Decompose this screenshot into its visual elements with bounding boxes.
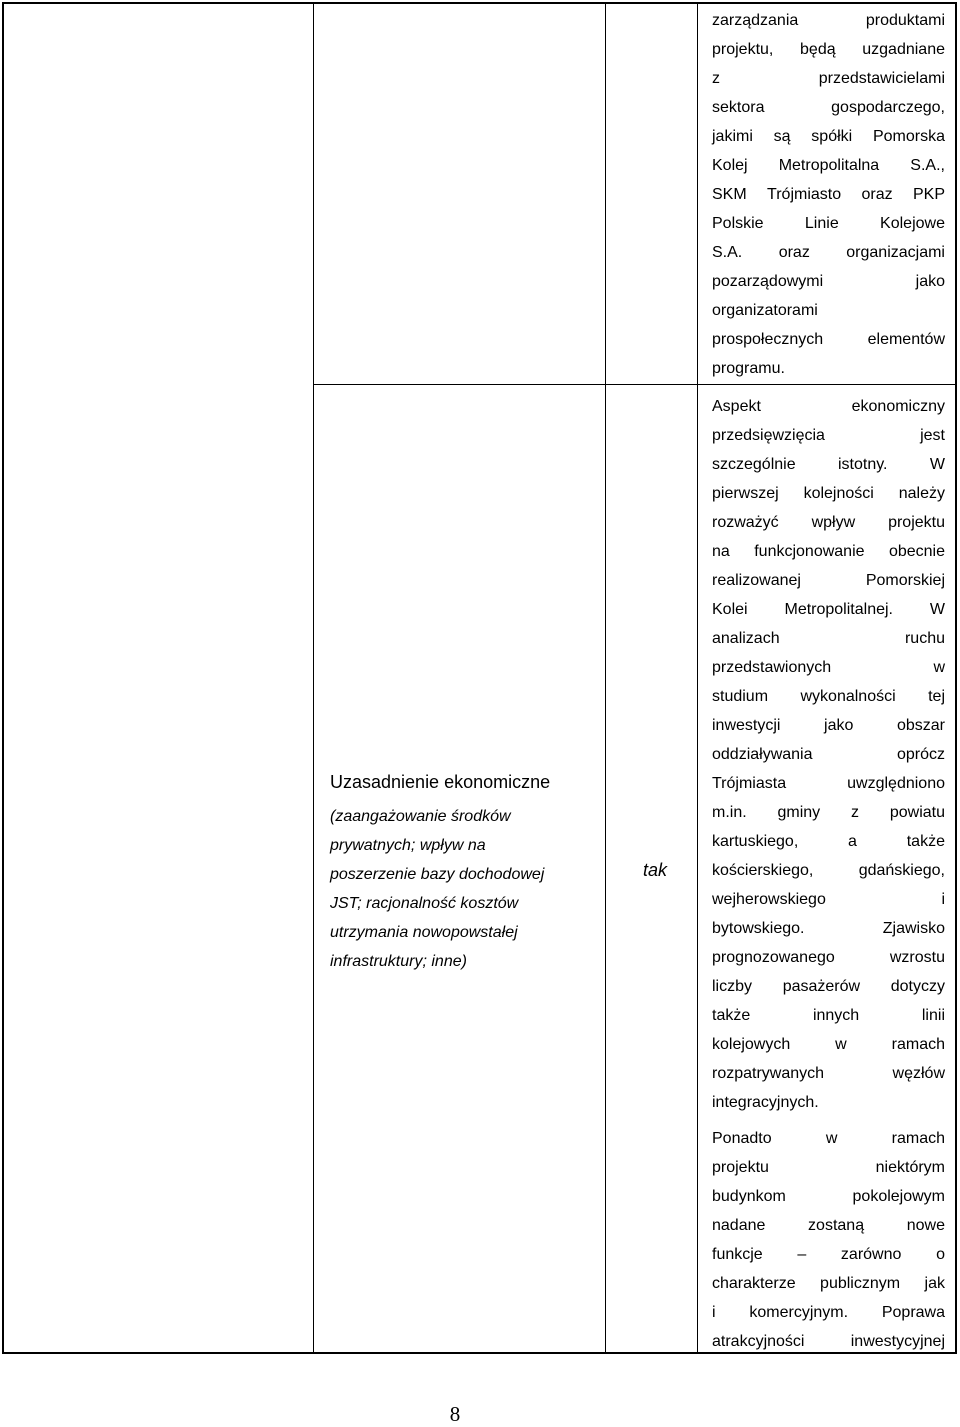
criterion-title: Uzasadnienie ekonomiczne xyxy=(330,772,551,792)
word: obecnie xyxy=(888,542,945,560)
word: linii xyxy=(921,1006,945,1024)
word: spółki xyxy=(811,127,853,145)
word: Zjawisko xyxy=(882,919,945,937)
word: uzgadniane xyxy=(862,40,945,58)
word: oraz xyxy=(861,185,893,203)
paragraph-line xyxy=(712,1059,945,1088)
word: pozarządowymi xyxy=(712,272,824,290)
criterion-description-line: JST; racjonalność kosztów xyxy=(330,895,519,912)
word: nowe xyxy=(906,1216,945,1234)
word: obszar xyxy=(896,716,945,734)
word: wzrostu xyxy=(889,948,945,966)
word: Pomorska xyxy=(872,127,945,145)
word: gospodarczego, xyxy=(831,98,945,116)
word: Linie xyxy=(804,214,839,232)
word: Metropolitalna xyxy=(778,156,880,174)
word: projektu xyxy=(888,513,945,531)
justification-paragraph-2 xyxy=(712,392,945,1117)
word: prospołecznych xyxy=(712,330,824,348)
word: pierwszej xyxy=(712,484,779,502)
paragraph-line xyxy=(712,1182,945,1211)
criterion-description-line: infrastruktury; inne) xyxy=(330,953,467,970)
word: ramach xyxy=(891,1035,945,1053)
paragraph-line xyxy=(712,856,945,885)
paragraph-line xyxy=(712,1269,945,1298)
word: i xyxy=(941,890,945,908)
justification-paragraph-3 xyxy=(712,1124,945,1356)
word: Poprawa xyxy=(881,1303,945,1321)
paragraph-line xyxy=(712,421,945,450)
word: węzłów xyxy=(892,1064,945,1082)
word: szczególnie xyxy=(712,455,796,473)
word: PKP xyxy=(912,185,945,203)
paragraph-line xyxy=(712,624,945,653)
word: organizatorami xyxy=(712,301,818,319)
word: S.A., xyxy=(910,156,945,174)
word: a xyxy=(848,832,857,850)
word: atrakcyjności xyxy=(712,1332,805,1350)
word: budynkom xyxy=(712,1187,786,1205)
paragraph-line xyxy=(712,566,945,595)
answer-cell: tak xyxy=(643,860,668,880)
word: inwestycyjnej xyxy=(850,1332,945,1350)
word: uwzględniono xyxy=(847,774,945,792)
paragraph-line xyxy=(712,151,945,180)
paragraph-line xyxy=(712,798,945,827)
criterion-cell xyxy=(330,770,590,976)
word: sektora xyxy=(712,98,765,116)
paragraph-line xyxy=(712,711,945,740)
row-divider xyxy=(313,384,955,385)
word: wykonalności xyxy=(800,687,896,705)
criterion-description-line: (zaangażowanie środków xyxy=(330,808,511,825)
word: analizach xyxy=(712,629,780,647)
word: kolejowych xyxy=(712,1035,791,1053)
paragraph-line xyxy=(712,508,945,537)
paragraph-line xyxy=(712,1001,945,1030)
paragraph-line xyxy=(712,1124,945,1153)
word: S.A. xyxy=(712,243,743,261)
page-number: 8 xyxy=(449,1402,461,1426)
word: W xyxy=(929,455,945,473)
paragraph-line xyxy=(712,325,945,354)
word: gdańskiego, xyxy=(858,861,945,879)
word: kartuskiego, xyxy=(712,832,799,850)
word: istotny. xyxy=(838,455,888,473)
word: Kolej xyxy=(712,156,748,174)
word: zarządzania xyxy=(712,11,799,29)
word: Ponadto xyxy=(712,1129,772,1147)
word: tej xyxy=(928,687,945,705)
word: należy xyxy=(898,484,945,502)
word: Trójmiasto xyxy=(767,185,842,203)
paragraph-line xyxy=(712,238,945,267)
word: integracyjnych. xyxy=(712,1093,819,1111)
word: ramach xyxy=(891,1129,945,1147)
criterion-description xyxy=(330,802,590,976)
paragraph-line xyxy=(712,1240,945,1269)
word: rozpatrywanych xyxy=(712,1064,825,1082)
word: innych xyxy=(812,1006,860,1024)
justification-paragraph-1 xyxy=(712,6,945,383)
word: liczby xyxy=(712,977,753,995)
word: w xyxy=(825,1129,838,1147)
paragraph-line xyxy=(712,479,945,508)
word: ruchu xyxy=(904,629,945,647)
word: projektu, xyxy=(712,40,774,58)
word: prognozowanego xyxy=(712,948,835,966)
paragraph-line xyxy=(712,1327,945,1356)
paragraph-line xyxy=(712,595,945,624)
word: jako xyxy=(824,716,854,734)
word: rozważyć xyxy=(712,513,779,531)
paragraph-line xyxy=(712,1088,945,1117)
word: jakimi xyxy=(712,127,753,145)
column-divider xyxy=(313,4,314,1352)
paragraph-line xyxy=(712,35,945,64)
word: przedstawionych xyxy=(712,658,832,676)
word: i xyxy=(712,1303,716,1321)
paragraph-line xyxy=(712,972,945,1001)
word: dotyczy xyxy=(890,977,945,995)
word: gminy xyxy=(777,803,821,821)
word: zostaną xyxy=(808,1216,865,1234)
paragraph-line xyxy=(712,450,945,479)
word: funkcjonowanie xyxy=(754,542,865,560)
column-divider xyxy=(605,4,606,1352)
word: oprócz xyxy=(896,745,945,763)
word: ekonomiczny xyxy=(851,397,945,415)
paragraph-line xyxy=(712,943,945,972)
word: pokolejowym xyxy=(852,1187,945,1205)
word: o xyxy=(936,1245,945,1263)
criterion-description-line: prywatnych; wpływ na xyxy=(330,837,486,854)
word: bytowskiego. xyxy=(712,919,805,937)
word: Polskie xyxy=(712,214,764,232)
criterion-description-line: utrzymania nowopowstałej xyxy=(330,924,518,941)
word: w xyxy=(933,658,945,676)
paragraph-line xyxy=(712,914,945,943)
paragraph-line xyxy=(712,296,945,325)
paragraph-line xyxy=(712,122,945,151)
word: Kolejowe xyxy=(880,214,945,232)
word: oraz xyxy=(778,243,810,261)
paragraph-line xyxy=(712,682,945,711)
paragraph-line xyxy=(712,537,945,566)
word: oddziaływania xyxy=(712,745,813,763)
word: elementów xyxy=(867,330,945,348)
paragraph-line xyxy=(712,64,945,93)
word: w xyxy=(835,1035,847,1053)
word: studium xyxy=(712,687,769,705)
word: będą xyxy=(800,40,836,58)
word: publicznym xyxy=(820,1274,901,1292)
word: jak xyxy=(924,1274,945,1292)
paragraph-line xyxy=(712,1211,945,1240)
paragraph-line xyxy=(712,1153,945,1182)
paragraph-line xyxy=(712,267,945,296)
paragraph-line xyxy=(712,653,945,682)
word: produktami xyxy=(865,11,945,29)
word: wpływ xyxy=(811,513,856,531)
word: przedsięwzięcia xyxy=(712,426,825,444)
word: są xyxy=(773,127,791,145)
word: pasażerów xyxy=(782,977,861,995)
word: Aspekt xyxy=(712,397,761,415)
word: z xyxy=(712,69,720,87)
word: na xyxy=(712,542,730,560)
paragraph-line xyxy=(712,354,945,383)
word: – xyxy=(797,1245,807,1263)
word: realizowanej xyxy=(712,571,801,589)
word: kościerskiego, xyxy=(712,861,814,879)
word: jest xyxy=(920,426,945,444)
paragraph-line xyxy=(712,392,945,421)
paragraph-line xyxy=(712,6,945,35)
criterion-description-line: poszerzenie bazy dochodowej xyxy=(330,866,545,883)
paragraph-line xyxy=(712,180,945,209)
word: charakterze xyxy=(712,1274,796,1292)
column-divider xyxy=(697,4,698,1352)
paragraph-line xyxy=(712,769,945,798)
word: także xyxy=(906,832,945,850)
paragraph-line xyxy=(712,209,945,238)
word: organizacjami xyxy=(846,243,945,261)
word: nadane xyxy=(712,1216,766,1234)
word: SKM xyxy=(712,185,747,203)
word: przedstawicielami xyxy=(818,69,945,87)
word: powiatu xyxy=(889,803,945,821)
word: projektu xyxy=(712,1158,769,1176)
word: W xyxy=(929,600,945,618)
word: Kolei xyxy=(712,600,748,618)
word: Pomorskiej xyxy=(865,571,945,589)
word: kolejności xyxy=(803,484,874,502)
word: jako xyxy=(915,272,945,290)
word: zarówno xyxy=(840,1245,902,1263)
word: komercyjnym. xyxy=(749,1303,849,1321)
paragraph-line xyxy=(712,1298,945,1327)
paragraph-line xyxy=(712,740,945,769)
word: niektórym xyxy=(875,1158,945,1176)
paragraph-line xyxy=(712,827,945,856)
word: Trójmiasta xyxy=(712,774,787,792)
word: Metropolitalnej. xyxy=(784,600,893,618)
word: wejherowskiego xyxy=(712,890,826,908)
paragraph-line xyxy=(712,1030,945,1059)
word: m.in. xyxy=(712,803,747,821)
word: z xyxy=(851,803,860,821)
paragraph-line xyxy=(712,885,945,914)
word: inwestycji xyxy=(712,716,781,734)
word: programu. xyxy=(712,359,785,377)
paragraph-line xyxy=(712,93,945,122)
word: także xyxy=(712,1006,751,1024)
word: funkcje xyxy=(712,1245,763,1263)
